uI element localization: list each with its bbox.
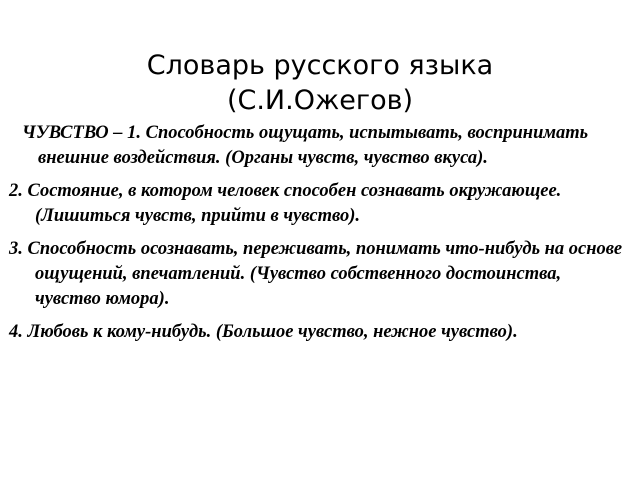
definition-meaning-1: ЧУВСТВО – 1. Способность ощущать, испытывать, воспринимать внешние воздействия. (Органы чувств, чувство вкуса). (22, 123, 589, 168)
definition-meaning-3: 3. Способность осознавать, переживать, понимать что-нибудь на основе ощущений, впечатлений. (Чувство собственного достоинства, чувство юмора). (9, 239, 623, 309)
definition-list (9, 121, 625, 353)
title-line-1: Словарь русского языка (146, 50, 494, 82)
definition-meaning-4: 4. Любовь к кому-нибудь. (Большое чувство, нежное чувство). (9, 322, 518, 342)
slide-title (0, 48, 640, 118)
title-line-2: (С.И.Ожегов) (226, 85, 414, 117)
definition-meaning-2: 2. Состояние, в котором человек способен сознавать окружающее. (Лишиться чувств, прийти в чувство). (9, 181, 562, 226)
